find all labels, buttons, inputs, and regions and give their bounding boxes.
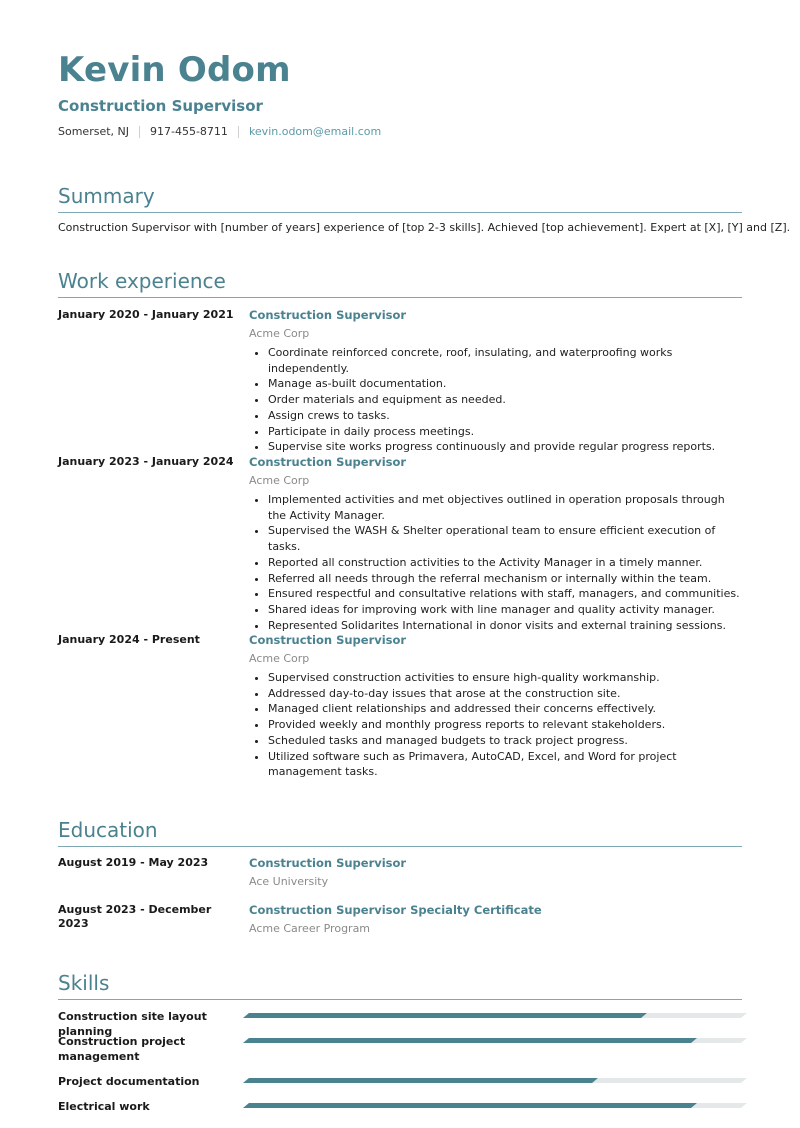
- entry-date: January 2023 - January 2024: [58, 455, 234, 468]
- section-title-work: Work experience: [58, 269, 742, 298]
- entry-title: Construction Supervisor Specialty Certificate: [249, 903, 542, 917]
- entry-date: January 2024 - Present: [58, 633, 200, 646]
- bullet: • Shared ideas for improving work with line manager and quality activity manager.: [268, 602, 742, 618]
- skill-level-fill: [243, 1013, 647, 1018]
- skills-section: [58, 971, 742, 1000]
- contact-line: [58, 125, 381, 138]
- bullet: • Referred all needs through the referral mechanism or internally within the team.: [268, 571, 742, 587]
- bullet: • Managed client relationships and addressed their concerns effectively.: [268, 701, 742, 717]
- bullet: • Ensured respectful and consultative relations with staff, managers, and communities.: [268, 586, 742, 602]
- bullet: • Supervised construction activities to ensure high-quality workmanship.: [268, 670, 742, 686]
- summary-text: Construction Supervisor with [number of years] experience of [top 2-3 skills]. Achieved [top achievement]. Expert at [X], [Y] and [Z].: [58, 221, 791, 234]
- skill-level-bar: [243, 1103, 747, 1108]
- candidate-role: Construction Supervisor: [58, 97, 263, 115]
- divider: [238, 126, 239, 138]
- candidate-name: Kevin Odom: [58, 50, 291, 90]
- bullet: • Represented Solidarites International in donor visits and external training sessions.: [268, 618, 742, 634]
- skill-label: Construction project management: [58, 1035, 186, 1063]
- entry-org: Acme Corp: [249, 474, 310, 487]
- entry-org: Acme Career Program: [249, 922, 371, 935]
- section-title-education: Education: [58, 818, 742, 847]
- bullet: • Participate in daily process meetings.: [268, 424, 742, 440]
- education-section: [58, 818, 742, 847]
- bullet: • Provided weekly and monthly progress reports to relevant stakeholders.: [268, 717, 742, 733]
- skill-label: Construction site layout planning: [58, 1010, 207, 1038]
- section-title-skills: Skills: [58, 971, 742, 1000]
- entry-org: Ace University: [249, 875, 329, 888]
- skill-level-fill: [243, 1103, 697, 1108]
- entry-date: August 2023 - December 2023: [58, 903, 212, 930]
- bullet: • Supervised the WASH & Shelter operational team to ensure efficient execution of tasks.: [268, 523, 742, 554]
- entry-title: Construction Supervisor: [249, 856, 407, 870]
- skill-level-bar: [243, 1078, 747, 1083]
- skill-level-bar: [243, 1038, 747, 1043]
- bullet: • Supervise site works progress continuously and provide regular progress reports.: [268, 439, 742, 455]
- phone: 917-455-8711: [150, 125, 228, 138]
- entry-bullets: [249, 670, 742, 780]
- bullet: • Scheduled tasks and managed budgets to track project progress.: [268, 733, 742, 749]
- bullet: • Addressed day-to-day issues that arose at the construction site.: [268, 686, 742, 702]
- entry-org: Acme Corp: [249, 327, 310, 340]
- skill-level-bar: [243, 1013, 747, 1018]
- entry-title: Construction Supervisor: [249, 455, 407, 469]
- skill-level-fill: [243, 1038, 697, 1043]
- skill-label: Electrical work: [58, 1100, 150, 1113]
- skill-label: Project documentation: [58, 1075, 200, 1088]
- entry-title: Construction Supervisor: [249, 633, 407, 647]
- work-section: [58, 269, 742, 298]
- entry-date: January 2020 - January 2021: [58, 308, 234, 321]
- bullet: • Reported all construction activities to the Activity Manager in a timely manner.: [268, 555, 742, 571]
- skill-level-fill: [243, 1078, 598, 1083]
- entry-bullets: [249, 492, 742, 633]
- entry-org: Acme Corp: [249, 652, 310, 665]
- entry-title: Construction Supervisor: [249, 308, 407, 322]
- entry-date: August 2019 - May 2023: [58, 856, 209, 869]
- summary-section: [58, 184, 791, 234]
- email-link[interactable]: kevin.odom@email.com: [248, 125, 382, 138]
- bullet: • Assign crews to tasks.: [268, 408, 742, 424]
- bullet: • Implemented activities and met objectives outlined in operation proposals through the Activity Manager.: [268, 492, 742, 523]
- location: Somerset, NJ: [58, 125, 129, 138]
- entry-bullets: [249, 345, 742, 455]
- bullet: • Manage as-built documentation.: [268, 376, 742, 392]
- bullet: • Utilized software such as Primavera, AutoCAD, Excel, and Word for project management tasks.: [268, 749, 742, 780]
- divider: [139, 126, 140, 138]
- section-title-summary: Summary: [58, 184, 742, 213]
- bullet: • Coordinate reinforced concrete, roof, insulating, and waterproofing works independently.: [268, 345, 742, 376]
- bullet: • Order materials and equipment as needed.: [268, 392, 742, 408]
